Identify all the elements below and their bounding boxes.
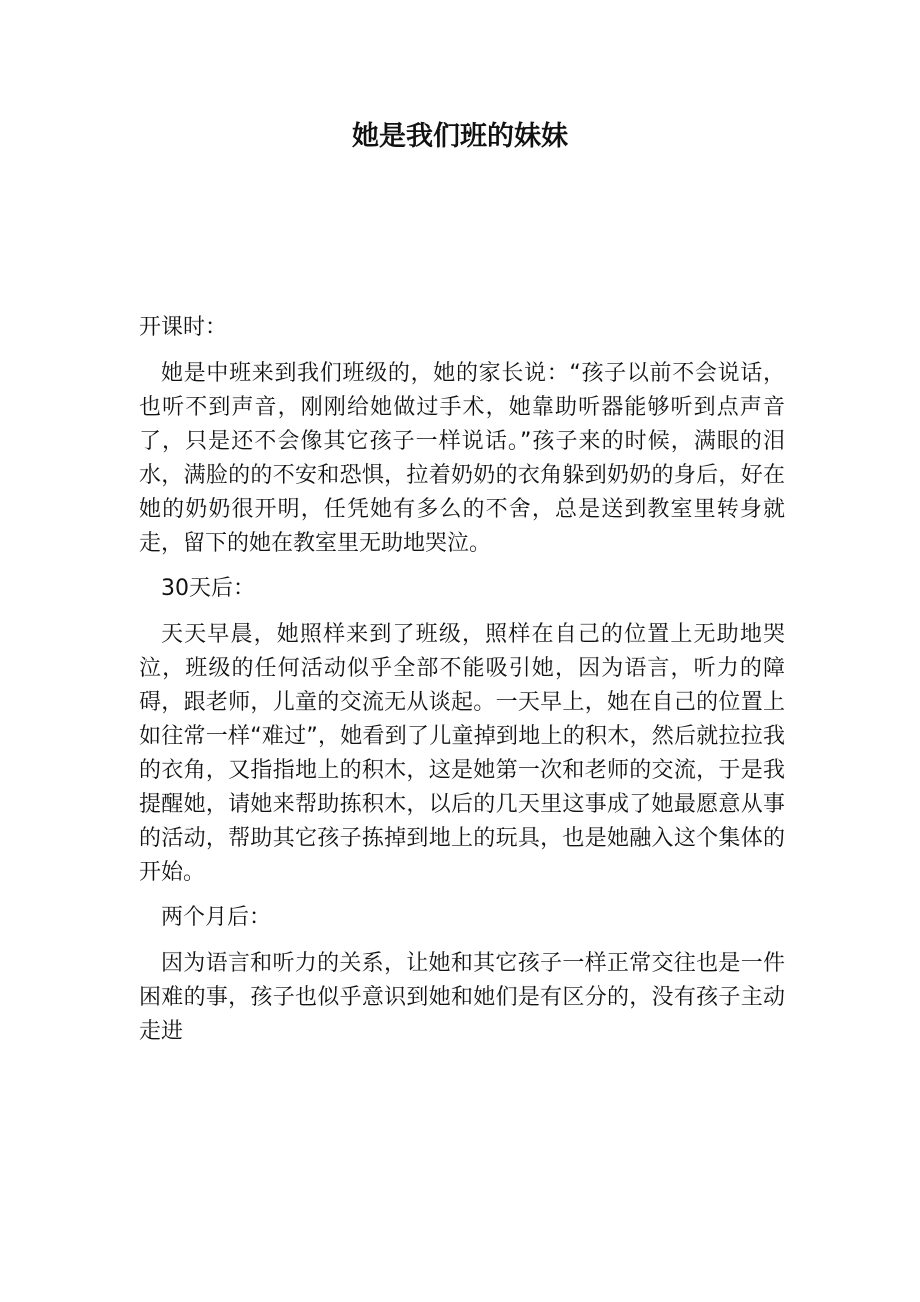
paragraph: 因为语言和听力的关系，让她和其它孩子一样正常交往也是一件困难的事，孩子也似乎意识到她和她们是有区分的，没有孩子主动走进 xyxy=(139,950,785,1044)
paragraph: 天天早晨，她照样来到了班级，照样在自己的位置上无助地哭泣，班级的任何活动似乎全部不能吸引她，因为语言，听力的障碍，跟老师，儿童的交流无从谈起。一天早上，她在自己的位置上如往常一样“难过”，她看到了儿童掉到地上的积木，然后就拉拉我的衣角，又指指地上的积木，这是她第一次和老师的交流，于是我提醒她，请她来帮助拣积木，以后的几天里这事成了她最愿意从事的活动，帮助其它孩子拣掉到地上的玩具，也是她融入这个集体的开始。 xyxy=(139,621,785,885)
paragraph: 开课时： xyxy=(139,315,228,340)
paragraph: 她是中班来到我们班级的，她的家长说：“孩子以前不会说话，也听不到声音，刚刚给她做过手术，她靠助听器能够听到点声音了，只是还不会像其它孩子一样说话。”孩子来的时候，满眼的泪水，满脸的的不安和恐惧，拉着奶奶的衣角躲到奶奶的身后，好在她的奶奶很开明，任凭她有多么的不舍，总是送到教室里转身就走，留下的她在教室里无助地哭泣。 xyxy=(139,360,785,556)
document-body xyxy=(139,311,785,1061)
paragraph: 两个月后： xyxy=(161,905,272,931)
document-title: 她是我们班的妹妹 xyxy=(352,121,568,152)
paragraph: 30天后： xyxy=(161,576,255,602)
